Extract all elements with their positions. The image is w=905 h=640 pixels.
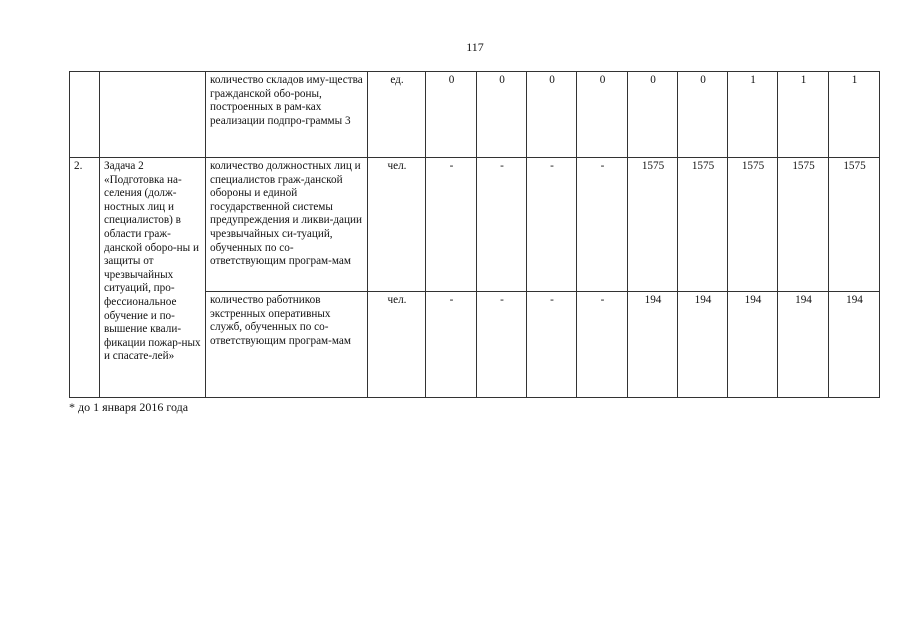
table-row — [70, 72, 880, 158]
unit-cell: чел. — [368, 158, 426, 292]
value-cell: 1 — [829, 72, 880, 158]
indicator-cell: количество должностных лиц и специалистов граж-данской обороны и единой государственной системы предупреждения и ликви-дации чрезвычайных си-туаций, обученных по со-ответствующим програм-мам — [206, 158, 368, 292]
value-cell: 0 — [426, 72, 477, 158]
value-cell: 1575 — [728, 158, 778, 292]
task-cell — [100, 72, 206, 158]
value-cell: 1575 — [628, 158, 678, 292]
value-cell: 0 — [477, 72, 527, 158]
table-row — [70, 158, 880, 292]
value-cell: - — [426, 158, 477, 292]
footnote: * до 1 января 2016 года — [69, 400, 189, 414]
value-cell: 194 — [628, 292, 678, 398]
value-cell: 1575 — [778, 158, 829, 292]
value-cell: - — [477, 158, 527, 292]
value-cell: 1 — [778, 72, 829, 158]
indicators-table — [69, 71, 880, 398]
indicator-cell: количество складов иму-щества гражданской обо-роны, построенных в рам-ках реализации подпро-граммы 3 — [206, 72, 368, 158]
value-cell: 1575 — [829, 158, 880, 292]
task-cell: Задача 2 «Подготовка на-селения (долж-ностных лиц и специалистов) в области граж-данской оборо-ны и защиты от чрезвычайных ситуаций, про-фессиональное обучение и по-вышение квали-фикации пожар-ных и спасате-лей» — [100, 158, 206, 398]
row-number-cell: 2. — [70, 158, 100, 398]
value-cell: 0 — [527, 72, 577, 158]
row-number-cell — [70, 72, 100, 158]
value-cell: - — [577, 292, 628, 398]
value-cell: - — [477, 292, 527, 398]
value-cell: 1575 — [678, 158, 728, 292]
value-cell: 0 — [577, 72, 628, 158]
value-cell: 194 — [778, 292, 829, 398]
unit-cell: чел. — [368, 292, 426, 398]
value-cell: 0 — [628, 72, 678, 158]
value-cell: 0 — [678, 72, 728, 158]
value-cell: - — [527, 158, 577, 292]
page-number: 117 — [466, 40, 484, 54]
value-cell: 194 — [829, 292, 880, 398]
value-cell: - — [426, 292, 477, 398]
unit-cell: ед. — [368, 72, 426, 158]
value-cell: 1 — [728, 72, 778, 158]
value-cell: 194 — [728, 292, 778, 398]
indicator-cell: количество работников экстренных оперативных служб, обученных по со-ответствующим програм-мам — [206, 292, 368, 398]
value-cell: - — [577, 158, 628, 292]
value-cell: - — [527, 292, 577, 398]
value-cell: 194 — [678, 292, 728, 398]
